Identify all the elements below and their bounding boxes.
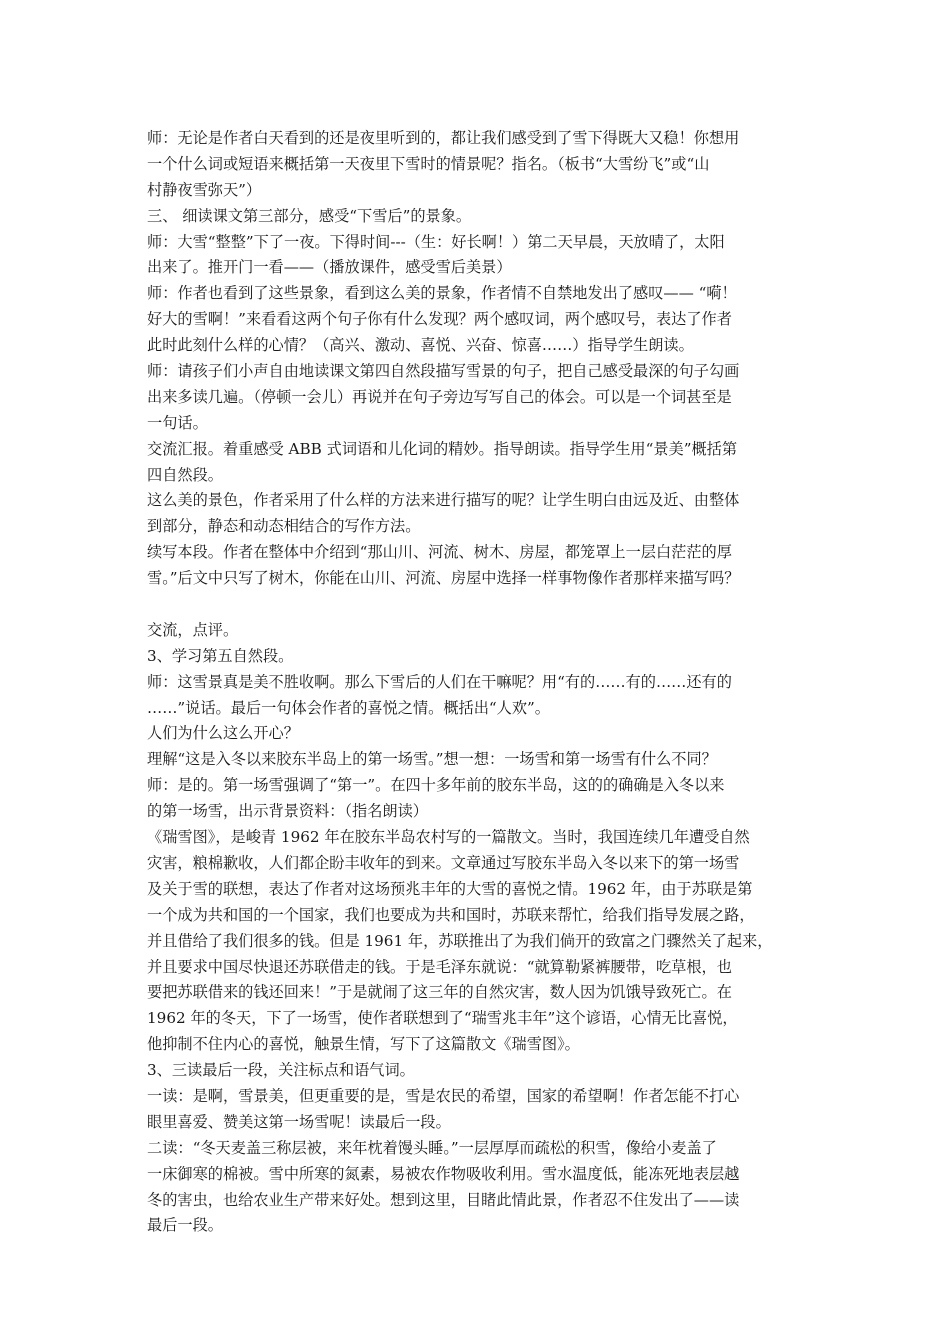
text-line: 3、三读最后一段，关注标点和语气词。 <box>147 1061 415 1080</box>
text-line: 雪。”后文中只写了树木，你能在山川、河流、房屋中选择一样事物像作者那样来描写吗？ <box>147 569 740 588</box>
text-line: 好大的雪啊！”来看看这两个句子你有什么发现？两个感叹词，两个感叹号，表达了作者 <box>147 310 732 329</box>
text-line: 并且借给了我们很多的钱。但是 1961 年，苏联推出了为我们倘开的致富之门骤然关了起来， <box>147 931 773 950</box>
text-line: 四自然段。 <box>147 465 223 484</box>
text-line: 到部分，静态和动态相结合的写作方法。 <box>147 517 421 536</box>
text-line: 并且要求中国尽快退还苏联借走的钱。于是毛泽东就说：“就算勒紧裤腰带，吃草根，也 <box>147 957 732 976</box>
text-line: 冬的害虫，也给农业生产带来好处。想到这里，目睹此情此景，作者忍不住发出了——读 <box>147 1190 740 1209</box>
document-body <box>147 126 812 1239</box>
text-line: 师：是的。第一场雪强调了“第一”。在四十多年前的胶东半岛，这的的确确是入冬以来 <box>147 776 725 795</box>
text-line: 一床御寒的棉被。雪中所寒的氮素，易被农作物吸收利用。雪水温度低，能冻死地表层越 <box>147 1164 740 1183</box>
text-line: 师：作者也看到了这些景象，看到这么美的景象，作者情不自禁地发出了感叹—— “嗬！ <box>147 284 737 303</box>
text-line: 此时此刻什么样的心情？（高兴、激动、喜悦、兴奋、惊喜……）指导学生朗读。 <box>147 336 694 355</box>
text-line: 3、学习第五自然段。 <box>147 646 294 665</box>
text-line: 灾害，粮棉歉收，人们都企盼丰收年的到来。文章通过写胶东半岛入冬以来下的第一场雪 <box>147 853 740 872</box>
text-line: 眼里喜爱、赞美这第一场雪呢！读最后一段。 <box>147 1112 451 1131</box>
text-line: 三、 细读课文第三部分，感受“下雪后”的景象。 <box>147 206 472 225</box>
text-line: 一句话。 <box>147 413 208 432</box>
text-line: 交流，点评。 <box>147 620 239 639</box>
text-line: 这么美的景色，作者采用了什么样的方法来进行描写的呢？让学生明白由远及近、由整体 <box>147 491 740 510</box>
text-line: 一个什么词或短语来概括第一天夜里下雪时的情景呢？指名。（板书“大雪纷飞”或“山 <box>147 154 710 173</box>
text-line: 交流汇报。着重感受 ABB 式词语和儿化词的精妙。指导朗读。指导学生用“景美”概括第 <box>147 439 738 458</box>
text-line: 二读：“冬天麦盖三称层被，来年枕着馒头睡。”一层厚厚而疏松的积雪，像给小麦盖了 <box>147 1138 717 1157</box>
text-line: 出来了。推开门一看——（播放课件，感受雪后美景） <box>147 258 512 277</box>
text-line: 《瑞雪图》，是峻青 1962 年在胶东半岛农村写的一篇散文。当时，我国连续几年遭受自然 <box>147 828 750 847</box>
text-line: 1962 年的冬天，下了一场雪，使作者联想到了“瑞雪兆丰年”这个谚语，心情无比喜悦， <box>147 1009 738 1028</box>
text-line: 师：大雪“整整”下了一夜。下得时间---（生：好长啊！）第二天早晨，天放晴了，太阳 <box>147 232 725 251</box>
text-line: 一读：是啊，雪景美，但更重要的是，雪是农民的希望，国家的希望啊！作者怎能不打心 <box>147 1086 740 1105</box>
text-line: 他抑制不住内心的喜悦，触景生情，写下了这篇散文《瑞雪图》。 <box>147 1035 580 1054</box>
text-line: 要把苏联借来的钱还回来！”于是就闹了这三年的自然灾害，数人因为饥饿导致死亡。在 <box>147 983 732 1002</box>
text-line: 村静夜雪弥天”） <box>147 180 262 199</box>
text-line: 人们为什么这么开心？ <box>147 724 299 743</box>
text-line: ……”说话。最后一句体会作者的喜悦之情。概括出“人欢”。 <box>147 698 550 717</box>
text-line: 理解“这是入冬以来胶东半岛上的第一场雪。”想一想：一场雪和第一场雪有什么不同？ <box>147 750 717 769</box>
blank-line <box>147 592 812 618</box>
text-line: 师：这雪景真是美不胜收啊。那么下雪后的人们在干嘛呢？用“有的……有的……还有的 <box>147 672 732 691</box>
text-line: 出来多读几遍。（停顿一会儿）再说并在句子旁边写写自己的体会。可以是一个词甚至是 <box>147 387 732 406</box>
text-line: 最后一段。 <box>147 1216 223 1235</box>
text-line: 及关于雪的联想，表达了作者对这场预兆丰年的大雪的喜悦之情。1962 年，由于苏联是第 <box>147 879 753 898</box>
text-line: 的第一场雪，出示背景资料：（指名朗读） <box>147 802 428 821</box>
text-line: 师：无论是作者白天看到的还是夜里听到的，都让我们感受到了雪下得既大又稳！你想用 <box>147 129 740 147</box>
text-line: 续写本段。作者在整体中介绍到“那山川、河流、树木、房屋，都笼罩上一层白茫茫的厚 <box>147 543 732 562</box>
text-line: 一个成为共和国的一个国家，我们也要成为共和国时，苏联来帮忙，给我们指导发展之路， <box>147 905 755 924</box>
text-line: 师：请孩子们小声自由地读课文第四自然段描写雪景的句子，把自己感受最深的句子勾画 <box>147 362 740 381</box>
